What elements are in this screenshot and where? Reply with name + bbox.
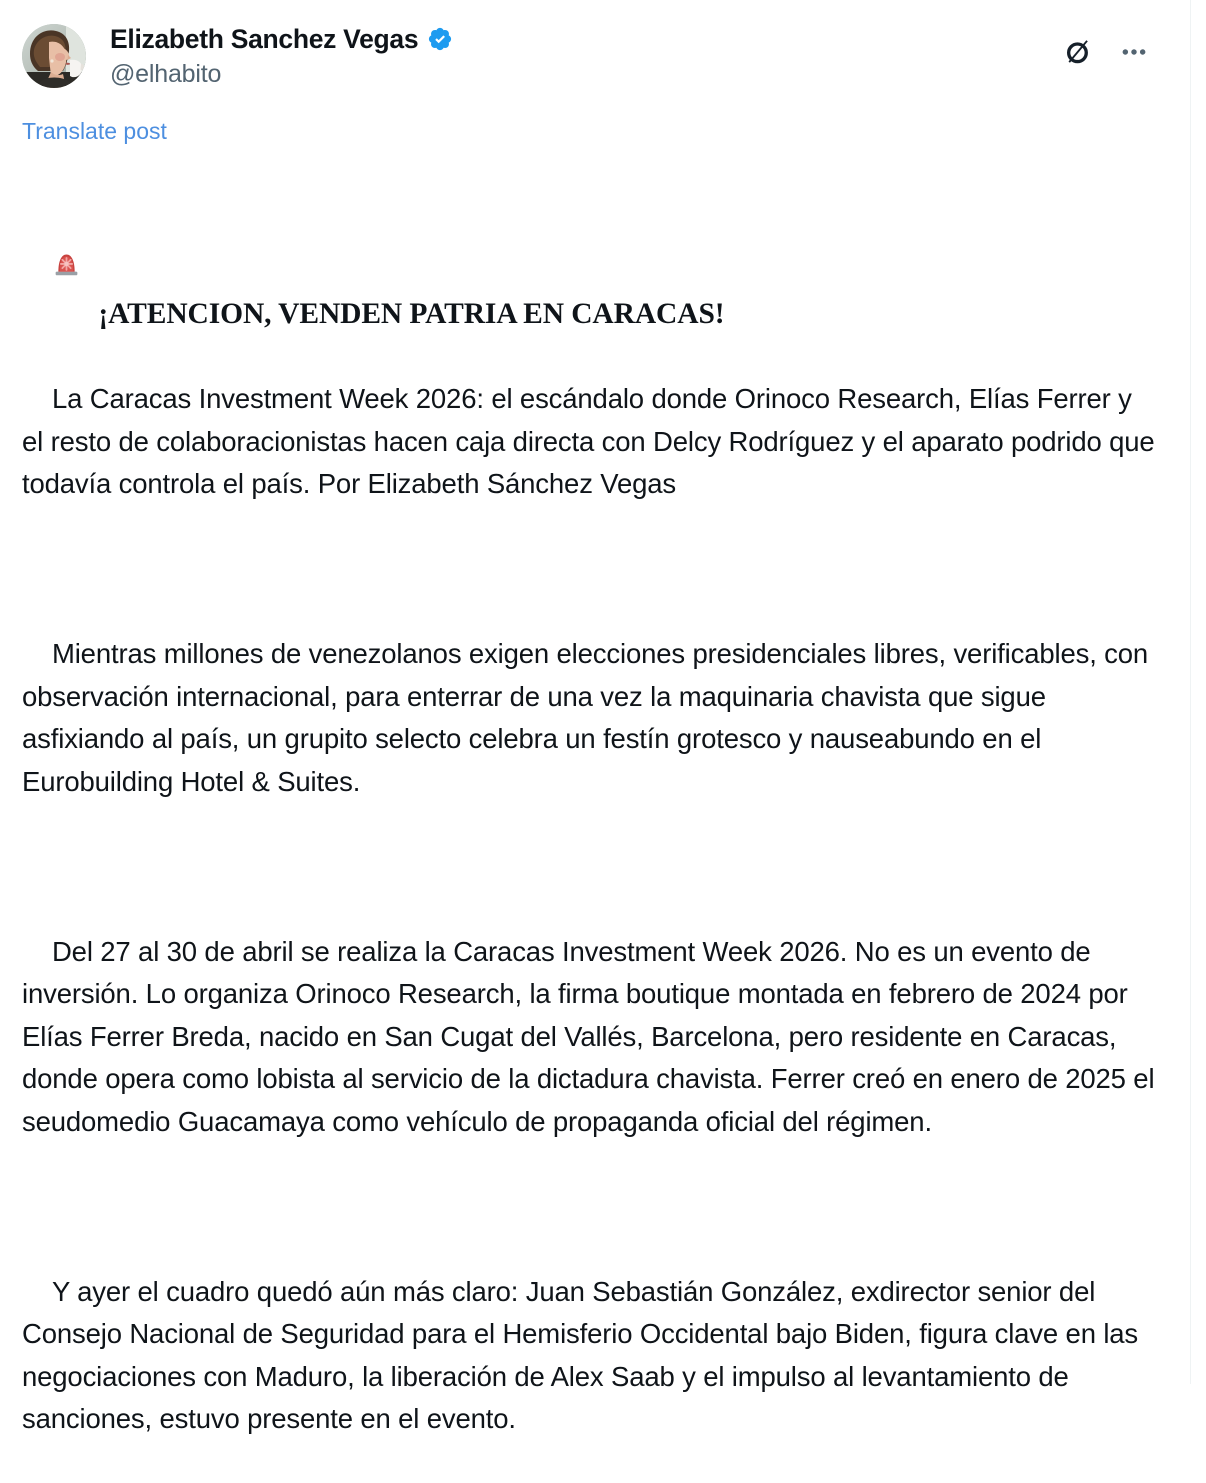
siren-emoji bbox=[52, 197, 94, 330]
account-handle[interactable]: @elhabito bbox=[110, 59, 222, 88]
post-header bbox=[22, 24, 1170, 102]
post-paragraph-1: La Caracas Investment Week 2026: el escándalo donde Orinoco Research, Elías Ferrer y el resto de colaboracionistas hacen caja directa con Delcy Rodríguez y el aparato podrido que todavía controla el país. Por Elizabeth Sánchez Vegas bbox=[22, 383, 1163, 500]
identity-block bbox=[110, 24, 453, 88]
more-options-icon[interactable] bbox=[1116, 34, 1152, 70]
translate-post-link[interactable]: Translate post bbox=[22, 118, 167, 144]
post-body bbox=[22, 155, 1163, 1483]
header-actions bbox=[1060, 24, 1170, 70]
post-paragraph-3: Del 27 al 30 de abril se realiza la Caracas Investment Week 2026. No es un evento de inversión. Lo organiza Orinoco Research, la firma boutique montada en febrero de 2024 por Elías Ferrer Breda, nacido en San Cugat del Vallés, Barcelona, pero residente en Caracas, donde opera como lobista al servicio de la dictadura chavista. Ferrer creó en enero de 2025 el seudomedio Guacamaya como vehículo de propaganda oficial del régimen. bbox=[22, 935, 1162, 1137]
column-divider bbox=[1190, 0, 1191, 1384]
grok-icon[interactable] bbox=[1060, 34, 1096, 70]
avatar[interactable] bbox=[22, 24, 86, 88]
display-name[interactable]: Elizabeth Sanchez Vegas bbox=[110, 24, 419, 54]
verified-badge-icon bbox=[427, 26, 453, 52]
name-row bbox=[110, 26, 453, 53]
paragraph-spacer bbox=[22, 1186, 1156, 1229]
post-paragraph-4: Y ayer el cuadro quedó aún más claro: Juan Sebastián González, exdirector senior del Consejo Nacional de Seguridad para el Hemisferio Occidental bajo Biden, figura clave en las negociaciones con Maduro, la liberación de Alex Saab y el impulso al levantamiento de sanciones, estuvo presente en el evento. bbox=[22, 1275, 1146, 1435]
paragraph-spacer bbox=[22, 846, 1156, 889]
paragraph-spacer bbox=[22, 548, 1156, 591]
post-paragraph-2: Mientras millones de venezolanos exigen elecciones presidenciales libres, verificables, con observación internacional, para enterrar de una vez la maquinaria chavista que sigue asfixiando al país, un grupito selecto celebra un festín grotesco y nauseabundo en el Eurobuilding Hotel & Suites. bbox=[22, 638, 1156, 797]
post-headline: ¡ATENCION, VENDEN PATRIA EN CARACAS! bbox=[98, 298, 725, 331]
